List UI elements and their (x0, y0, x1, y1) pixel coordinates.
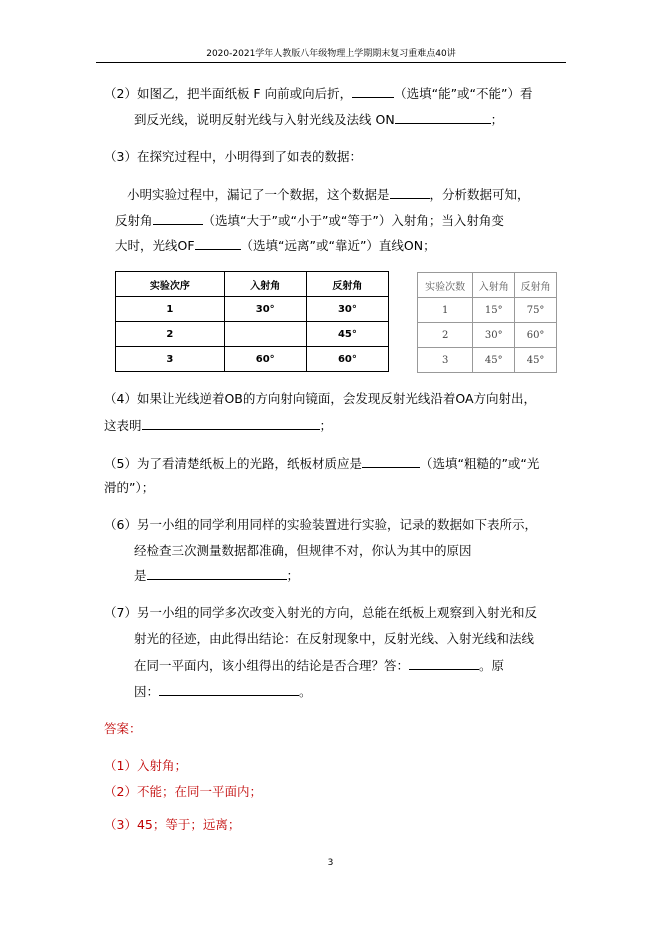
q2-blank-2[interactable] (395, 110, 491, 124)
q5-line-1 (104, 454, 539, 473)
data-table-1 (115, 271, 389, 372)
q2-text-2b: ； (490, 112, 504, 127)
table-header-row (116, 272, 389, 297)
q3-text-1a: 小明实验过程中，漏记了一个数据，这个数据是 (127, 187, 390, 202)
q5-text-1a: （5）为了看清楚纸板上的光路，纸板材质应是 (104, 456, 362, 471)
q3-text-1b: ，分析数据可知， (429, 187, 530, 202)
table-header-cell: 实验次数 (418, 273, 473, 298)
table-row (116, 322, 389, 347)
q4-text-2a: 这表明 (104, 418, 142, 433)
q4-line-2 (104, 416, 332, 435)
q5-line-2: 滑的”）； (104, 480, 155, 495)
table-header-cell: 实验次序 (116, 272, 225, 297)
q2-text-1a: （2）如图乙，把半面纸板 F 向前或向后折， (104, 86, 353, 101)
q5-blank[interactable] (362, 454, 420, 468)
q2-text-1b: （选填“能”或“不能”）看 (394, 86, 533, 101)
table-cell: 2 (418, 323, 473, 348)
table-cell: 1 (116, 297, 225, 322)
q3-blank-3[interactable] (195, 236, 241, 250)
q7-line-2: 射光的径迹，由此得出结论：在反射现象中，反射光线、入射光线和法线 (134, 631, 535, 646)
q2-line-1 (104, 84, 533, 103)
table-cell: 60° (306, 347, 388, 372)
q3-line-1 (127, 185, 530, 204)
table-header-cell: 入射角 (473, 273, 515, 298)
q7-line-4 (134, 682, 312, 701)
answers-title: 答案： (104, 721, 142, 736)
q3-blank-2[interactable] (153, 211, 203, 225)
q3-intro: （3）在探究过程中，小明得到了如表的数据： (104, 149, 362, 164)
table-header-cell: 反射角 (515, 273, 557, 298)
q7-text-4a: 因： (134, 684, 160, 699)
header-rule (96, 62, 566, 63)
q2-blank-1[interactable] (352, 84, 394, 98)
table-row (418, 348, 557, 373)
table-cell: 3 (116, 347, 225, 372)
table-header-cell: 反射角 (306, 272, 388, 297)
table-cell: 75° (515, 298, 557, 323)
data-table-2 (417, 272, 557, 373)
q6-line-1: （6）另一小组的同学利用同样的实验装置进行实验，记录的数据如下表所示， (104, 517, 537, 532)
q3-text-3b: （选填“远离”或“靠近”）直线ON； (240, 238, 436, 253)
q7-blank-1[interactable] (409, 656, 479, 670)
q2-text-2a: 到反光线，说明反射光线与入射光线及法线 ON (134, 112, 395, 127)
q2-line-2 (134, 110, 503, 129)
page-header: 2020-2021学年人教版八年级物理上学期期末复习重难点40讲 (206, 49, 456, 59)
table-cell: 3 (418, 348, 473, 373)
q4-line-1: （4）如果让光线逆着OB的方向射向镜面，会发现反射光线沿着OA方向射出， (104, 391, 537, 406)
q6-text-3b: ； (286, 568, 300, 583)
table-cell: 60° (224, 347, 306, 372)
q6-blank[interactable] (147, 566, 287, 580)
table-cell: 45° (306, 322, 388, 347)
table-header-row (418, 273, 557, 298)
q7-text-4b: 。 (299, 684, 312, 699)
q5-text-1b: （选填“粗糙的”或“光 (419, 456, 540, 471)
table-cell: 30° (306, 297, 388, 322)
table-row (116, 347, 389, 372)
table-cell: 2 (116, 322, 225, 347)
q7-line-3 (134, 656, 504, 675)
answer-1: （1）入射角； (104, 758, 187, 773)
table-cell: 45° (515, 348, 557, 373)
table-header-cell: 入射角 (224, 272, 306, 297)
q7-text-3b: 。原 (479, 658, 505, 673)
table-cell (224, 322, 306, 347)
q6-line-2: 经检查三次测量数据都准确，但规律不对，你认为其中的原因 (134, 543, 472, 558)
table-cell: 15° (473, 298, 515, 323)
q3-blank-1[interactable] (390, 185, 430, 199)
q7-line-1: （7）另一小组的同学多次改变入射光的方向，总能在纸板上观察到入射光和反 (104, 605, 537, 620)
table-cell: 30° (473, 323, 515, 348)
page-number: 3 (327, 858, 334, 868)
q3-line-2 (115, 211, 504, 230)
table-cell: 45° (473, 348, 515, 373)
q7-text-3a: 在同一平面内，该小组得出的结论是否合理？答： (134, 658, 410, 673)
q6-text-3a: 是 (134, 568, 147, 583)
answer-3: （3）45；等于；远离； (104, 817, 241, 832)
q6-line-3 (134, 566, 299, 585)
q7-blank-2[interactable] (159, 682, 299, 696)
q3-text-2b: （选填“大于”或“小于”或“等于”）入射角；当入射角变 (202, 213, 504, 228)
table-cell: 60° (515, 323, 557, 348)
table-row (116, 297, 389, 322)
table-cell: 1 (418, 298, 473, 323)
table-row (418, 323, 557, 348)
q3-line-3 (115, 236, 436, 255)
table-row (418, 298, 557, 323)
table-cell: 30° (224, 297, 306, 322)
q3-text-3a: 大时，光线OF (115, 238, 195, 253)
q4-blank[interactable] (142, 416, 320, 430)
q3-text-2a: 反射角 (115, 213, 153, 228)
q4-text-2b: ； (319, 418, 333, 433)
answer-2: （2）不能；在同一平面内； (104, 784, 262, 799)
